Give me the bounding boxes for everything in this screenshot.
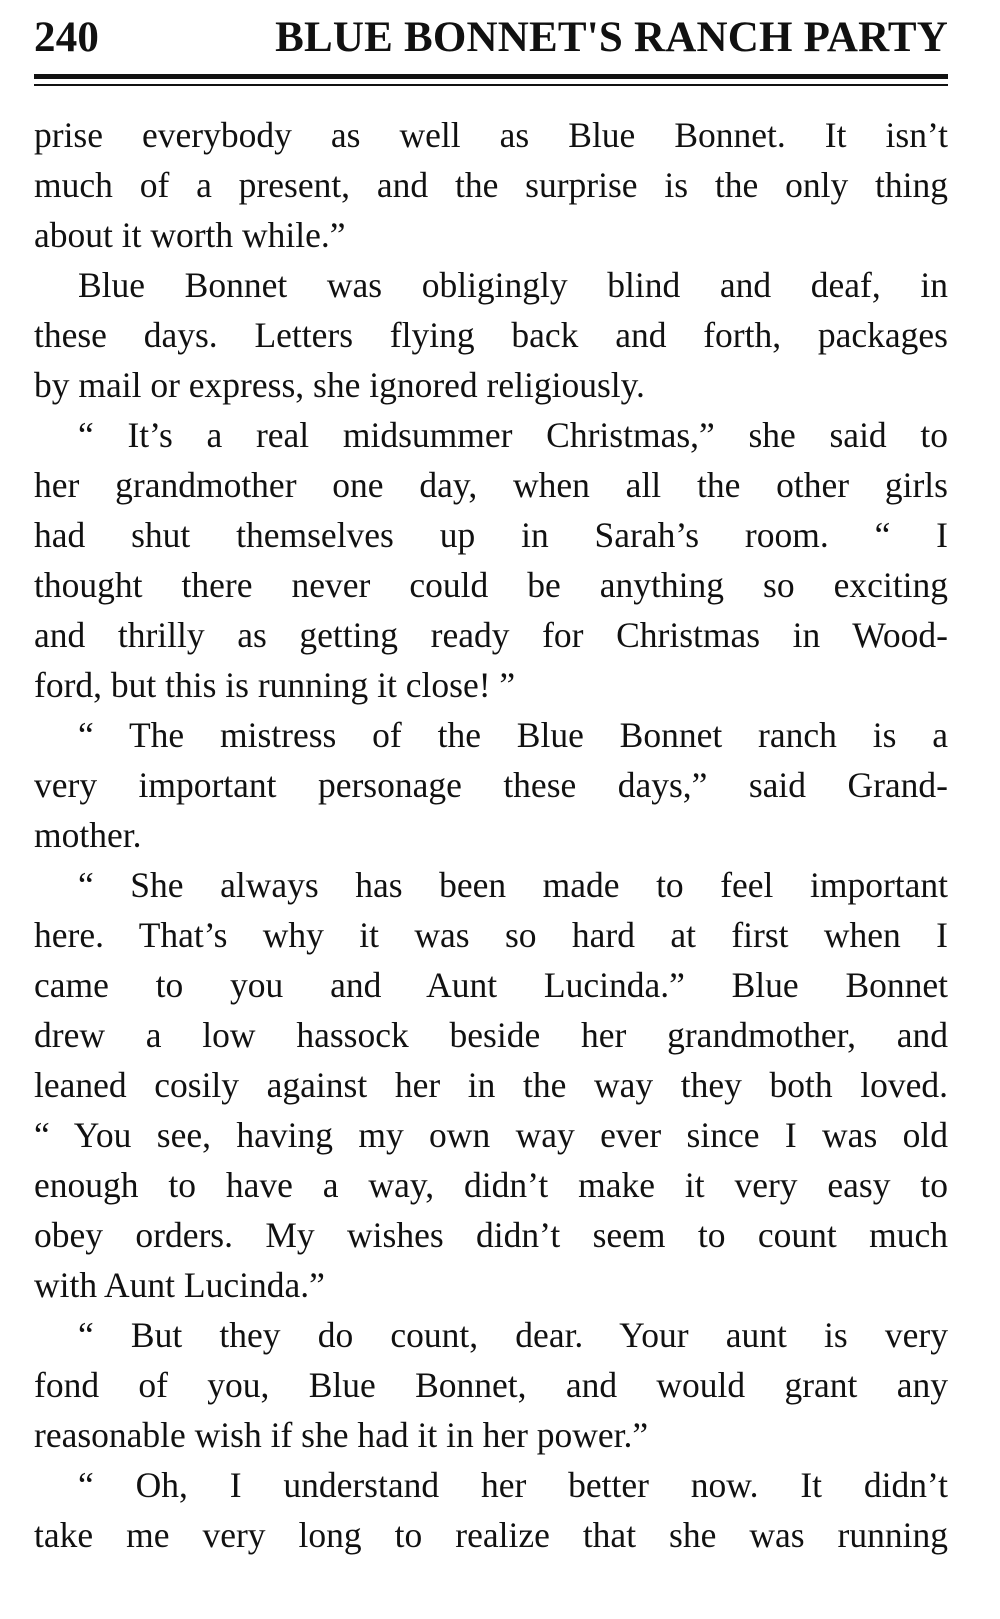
text-line: obey orders. My wishes didn’t seem to count much: [34, 1215, 948, 1255]
text-line: leaned cosily against her in the way they both loved.: [34, 1065, 948, 1105]
text-line: thought there never could be anything so exciting: [34, 565, 948, 605]
text-line: “ It’s a real midsummer Christmas,” she said to: [78, 415, 948, 455]
running-header: [34, 10, 948, 66]
page-number: 240: [34, 14, 100, 61]
text-line: “ Oh, I understand her better now. It didn’t: [78, 1465, 948, 1505]
text-line: came to you and Aunt Lucinda.” Blue Bonnet: [34, 965, 948, 1005]
text-line: and thrilly as getting ready for Christmas in Wood-: [34, 615, 948, 655]
text-line: fond of you, Blue Bonnet, and would grant any: [34, 1365, 948, 1405]
text-line: here. That’s why it was so hard at first when I: [34, 915, 948, 955]
text-line: Blue Bonnet was obligingly blind and deaf, in: [78, 265, 948, 305]
text-line: reasonable wish if she had it in her power.”: [34, 1415, 649, 1455]
text-line: enough to have a way, didn’t make it very easy to: [34, 1165, 948, 1205]
text-line: about it worth while.”: [34, 215, 346, 255]
running-title: BLUE BONNET'S RANCH PARTY: [275, 14, 948, 61]
text-line: very important personage these days,” said Grand-: [34, 765, 948, 805]
text-line: take me very long to realize that she was running: [34, 1515, 948, 1555]
text-line: “ The mistress of the Blue Bonnet ranch is a: [78, 715, 948, 755]
text-line: with Aunt Lucinda.”: [34, 1265, 325, 1305]
text-line: by mail or express, she ignored religiously.: [34, 365, 645, 405]
text-line: mother.: [34, 815, 142, 855]
header-rule-thin: [34, 84, 948, 86]
body-text: [34, 110, 948, 1560]
text-line: these days. Letters flying back and forth, packages: [34, 315, 948, 355]
text-line: ford, but this is running it close! ”: [34, 665, 516, 705]
text-line: “ You see, having my own way ever since I was old: [34, 1115, 948, 1155]
text-line: “ But they do count, dear. Your aunt is very: [78, 1315, 948, 1355]
text-line: had shut themselves up in Sarah’s room. “ I: [34, 515, 948, 555]
text-line: drew a low hassock beside her grandmother, and: [34, 1015, 948, 1055]
header-rule-thick: [34, 74, 948, 79]
text-line: “ She always has been made to feel important: [78, 865, 948, 905]
text-line: prise everybody as well as Blue Bonnet. It isn’t: [34, 115, 948, 155]
text-line: her grandmother one day, when all the other girls: [34, 465, 948, 505]
text-line: much of a present, and the surprise is the only thing: [34, 165, 948, 205]
